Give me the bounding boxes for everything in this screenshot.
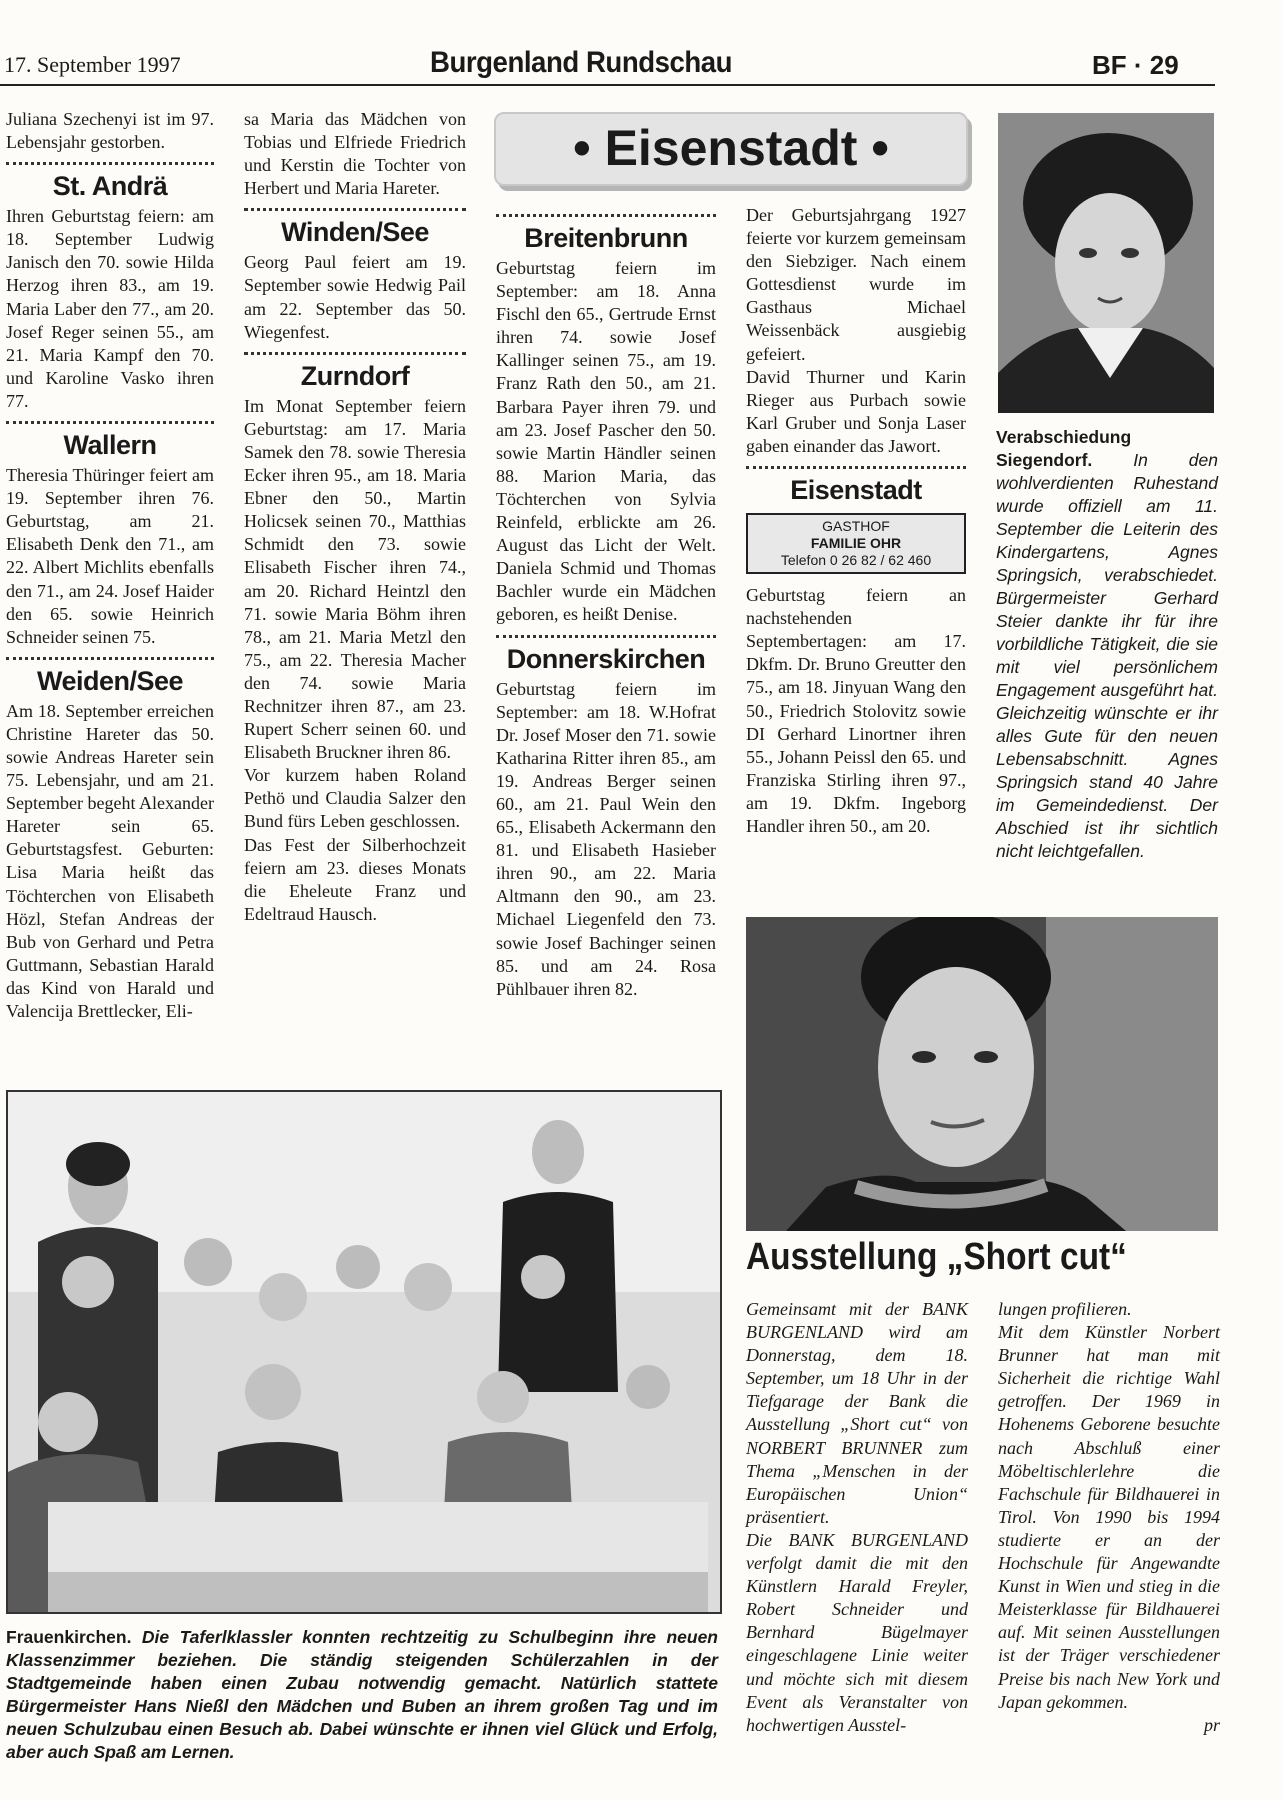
section-heading: Weiden/See <box>36 665 184 696</box>
dotted-divider <box>6 421 214 424</box>
ad-line: GASTHOF <box>822 518 890 535</box>
article-headline: Ausstellung „Short cut“ <box>746 1236 1127 1278</box>
portrait-illustration <box>998 113 1214 413</box>
section-heading: Winden/See <box>281 217 429 248</box>
issue-date: 17. September 1997 <box>4 52 181 77</box>
paragraph: Der Geburtsjahrgang 1927 feierte vor kurzem gemeinsam den Siebziger. Nach einem Gottesdienst wurde im Gasthaus Michael Weissenbäck ausgiebig gefeiert. <box>746 205 966 364</box>
section-heading: Breitenbrunn <box>524 223 688 253</box>
dotted-divider <box>6 162 214 165</box>
caption-lead: Frauenkirchen. <box>6 1627 132 1647</box>
class-illustration <box>8 1092 720 1612</box>
column-1 <box>6 108 214 1023</box>
section-heading: St. Andrä <box>52 171 168 202</box>
artist-illustration <box>746 917 1218 1231</box>
paragraph: Geburtstag feiern an nachstehenden Septembertagen: am 17. Dkfm. Dr. Bruno Greutter den 75., am 18. Jinyuan Wang den 50., Friedrich Stolovitz sowie DI Gerhard Linortner ihren 55., Johann Peissl den 65. und Franziska Stirling ihren 97., am 19. Dkfm. Ingeborg Handler ihren 50., am 20. <box>746 585 966 836</box>
dotted-divider <box>496 635 716 638</box>
section-heading: Zurndorf <box>300 360 410 391</box>
dotted-divider <box>746 466 966 469</box>
article-column-right <box>998 1298 1220 1737</box>
paragraph: Geburtstag feiern im September: am 18. Anna Fischl den 65., Gertrude Ernst ihren 74. sowie Josef Kallinger seinen 75., am 19. Franz Rath den 50., am 21. Barbara Payer ihren 79. und am 23. Josef Pascher den 50. sowie Martin Händler seinen 88. Marion Maria, das Töchterchen von Sylvia Reinfeld, erblickte am 26. August das Licht der Welt. Daniela Schmid und Thomas Bachler wurde ein Mädchen geboren, es heißt Denise. <box>496 258 716 625</box>
section-heading: Wallern <box>63 430 157 461</box>
dotted-divider <box>496 214 716 217</box>
ad-line: FAMILIE OHR <box>810 535 902 552</box>
paragraph: Georg Paul feiert am 19. September sowie Hedwig Pail am 22. September das 50. Wiegenfest. <box>244 252 466 342</box>
gasthof-advertisement <box>746 513 966 574</box>
dotted-divider <box>244 352 466 355</box>
author-signature: pr <box>1203 1714 1220 1735</box>
paragraph: Das Fest der Silberhochzeit feiern am 23. dieses Monats die Eheleute Franz und Edeltraud Hausch. <box>244 834 466 924</box>
section-banner: • Eisenstadt • <box>494 112 968 186</box>
school-class-photo <box>6 1090 722 1614</box>
portrait-caption <box>996 426 1218 863</box>
caption-text: Die Taferlklassler konnten rechtzeitig zu Schulbeginn ihre neuen Klassenzimmer beziehen. Die ständig steigenden Schülerzahlen in der Stadtgemeinde haben einen Zubau notwendig gemacht. Natürlich stattete Bürgermeister Hans Nießl den Mädchen und Buben an ihrem großen Tag und im neuen Schulzubau einen Besuch ab. Dabei wünschte er ihnen viel Glück und Erfolg, aber auch Spaß am Lernen. <box>6 1627 718 1762</box>
page-number: BF · 29 <box>1092 50 1179 80</box>
column-2 <box>244 108 466 926</box>
paragraph: sa Maria das Mädchen von Tobias und Elfriede Friedrich und Kerstin die Tochter von Herbert und Maria Hareter. <box>244 109 466 199</box>
newspaper-title: Burgenland Rundschau <box>430 46 733 79</box>
artist-photo <box>746 917 1218 1231</box>
paragraph: Mit dem Künstler Norbert Brunner hat man mit Sicherheit die richtige Wahl getroffen. Der 1969 in Hohenems Geborene besuchte nach Abschluß einer Möbeltischlerlehre die Fachschule für Bildhauerei in Tirol. Von 1990 bis 1994 studierte er an der Hochschule für Angewandte Kunst in Wien und stieg in die Meisterklasse für Bildhauerei auf. Mit seinen Ausstellungen ist der Träger verschiedener Preise bis nach New York und Japan gekommen. <box>998 1322 1220 1712</box>
dotted-divider <box>6 657 214 660</box>
article-column-left <box>746 1298 968 1737</box>
paragraph: lungen profilieren. <box>998 1299 1132 1319</box>
paragraph: Gemeinsamt mit der BANK BURGENLAND wird am Donnerstag, dem 18. September, um 18 Uhr in der Tiefgarage der Bank die Ausstellung „Short cut“ von NORBERT BRUNNER zum Thema „Menschen in der Europäischen Union“ präsentiert. <box>746 1299 968 1527</box>
paragraph: David Thurner und Karin Rieger aus Purbach sowie Karl Gruber und Sonja Laser gaben einander das Jawort. <box>746 366 966 456</box>
paragraph: Ihren Geburtstag feiern: am 18. September Ludwig Janisch den 70. sowie Hilda Herzog ihren 83., am 19. Maria Laber den 77., am 20. Josef Reger seinen 55., am 21. Maria Kampf den 70. und Karoline Vasko ihren 77. <box>6 206 214 411</box>
column-3 <box>496 206 716 1001</box>
ad-phone: Telefon 0 26 82 / 62 460 <box>780 552 932 569</box>
paragraph: Juliana Szechenyi ist im 97. Lebensjahr gestorben. <box>6 109 214 153</box>
section-heading: Donnerskirchen <box>506 643 706 674</box>
portrait-photo <box>998 113 1214 413</box>
class-photo-caption <box>6 1626 718 1764</box>
caption-lead: Verabschiedung Siegendorf. <box>996 427 1132 470</box>
paragraph: Die BANK BURGENLAND verfolgt damit die mit den Künstlern Harald Freyler, Robert Schneider und Bernhard Bügelmayer eingeschlagene Linie weiter und möchte sich mit diesem Event als Veranstalter von hochwertigen Ausstel- <box>746 1529 968 1735</box>
paragraph: Am 18. September erreichen Christine Hareter das 50. sowie Andreas Hareter sein 75. Lebensjahr, und am 21. September begeht Alexander Hareter sein 65. Geburtstagsfest. Geburten: Lisa Maria heißt das Töchterchen von Elisabeth Hözl, Stefan Andreas der Bub von Gerhard und Petra Guttmann, Sebastian Harald das Kind von Harald und Valencija Brettlecker, Eli- <box>6 700 214 1021</box>
section-heading: Eisenstadt <box>790 475 922 506</box>
paragraph: Theresia Thüringer feiert am 19. September ihren 76. Geburtstag, am 21. Elisabeth Denk den 71., am 22. Albert Michlits ebenfalls den 71., am 24. Josef Haider den 65. sowie Heinrich Schneider seinen 75. <box>6 465 214 647</box>
column-4 <box>746 204 966 838</box>
header-rule <box>0 84 1215 86</box>
caption-text: In den wohlverdienten Ruhestand wurde offiziell am 11. September die Leiterin des Kindergartens, Agnes Springsich, verabschiedet. Bürgermeister Gerhard Steier dankte ihr für ihre vorbildliche Tätigkeit, die sie mit viel persönlichem Engagement ausgeführt hat. Gleichzeitig wünschte er ihr alles Gute für den neuen Lebensabschnitt. Agnes Springsich stand 40 Jahre im Gemeindedienst. Der Abschied ist ihr sichtlich nicht leichtgefallen. <box>996 450 1218 861</box>
dotted-divider <box>244 208 466 211</box>
paragraph: Geburtstag feiern im September: am 18. W.Hofrat Dr. Josef Moser den 71. sowie Katharina Ritter ihren 85., am 19. Andreas Berger seinen 60., am 21. Paul Wein den 65., Elisabeth Ackermann den 81. und Elisabeth Hasieber ihren 90., am 22. Maria Altmann den 90., am 23. Michael Liegenfeld den 73. sowie Josef Bachinger seinen 85. und am 24. Rosa Pühlbauer ihren 82. <box>496 678 716 999</box>
paragraph: Im Monat September feiern Geburtstag: am 17. Maria Samek den 78. sowie Theresia Ecker ihren 95., am 18. Maria Ebner den 50., Martin Holicsek seinen 70., Matthias Schmidt den 73. sowie Elisabeth Fischer ihren 74., am 20. Richard Heintzl den 71. sowie Maria Böhm ihren 78., am 21. Maria Metzl den 75., am 22. Theresia Macher den 74. sowie Maria Rechnitzer ihren 87., am 23. Rupert Scherr seinen 60. und Elisabeth Bruckner ihren 86. <box>244 395 466 763</box>
paragraph: Vor kurzem haben Roland Pethö und Claudia Salzer den Bund fürs Leben geschlossen. <box>244 765 466 832</box>
